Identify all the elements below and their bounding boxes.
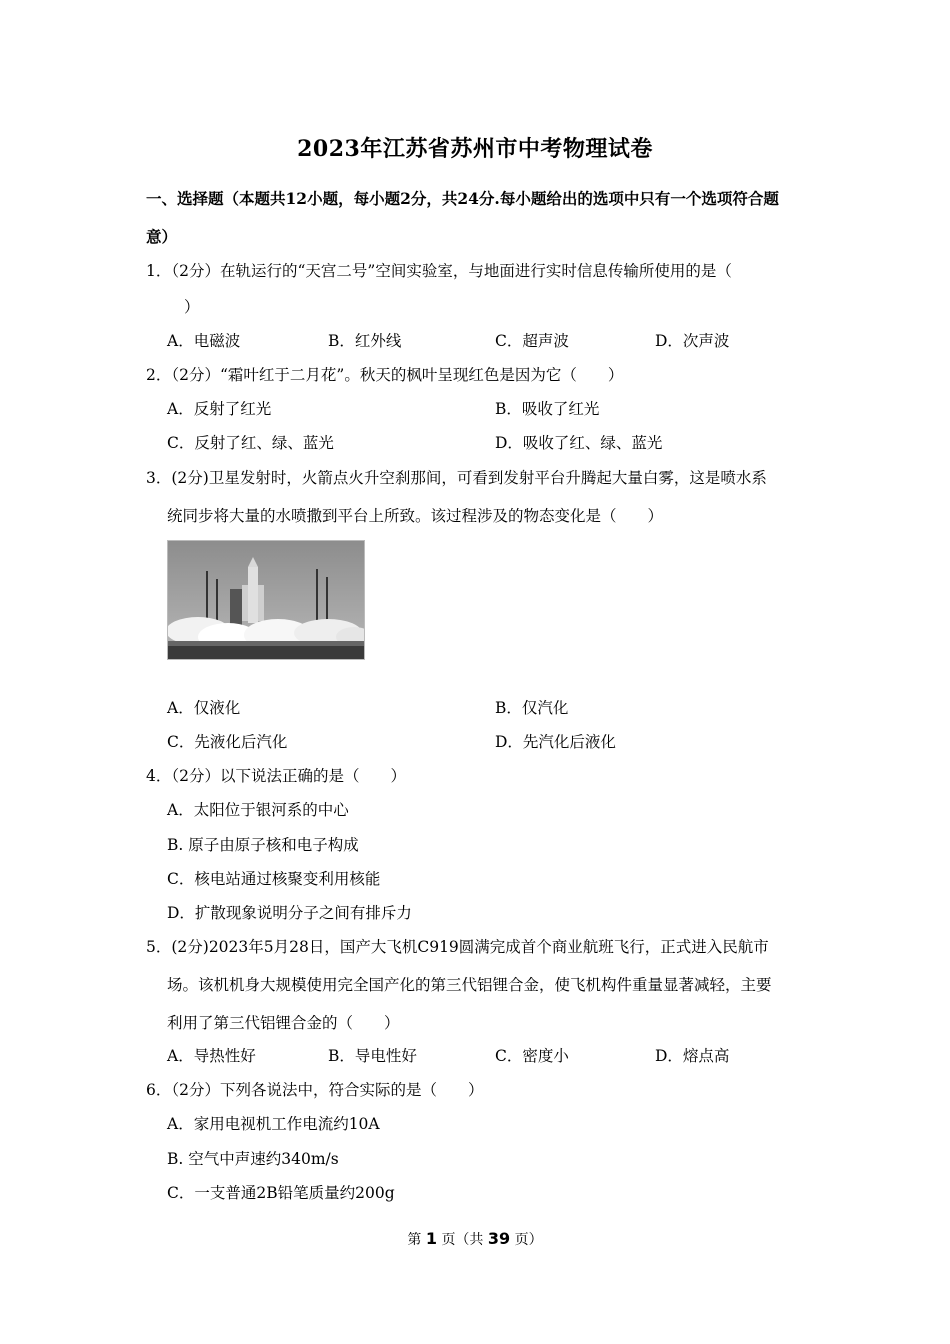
question-2-stem: 2．（2分）“霜叶红于二月花”。秋天的枫叶呈现红色是因为它（ ） (146, 366, 624, 384)
question-4-option-b: B. 原子由原子核和电子构成 (167, 836, 359, 854)
question-1-option-a: A．电磁波 (167, 332, 241, 350)
question-2-option-b: B．吸收了红光 (495, 400, 600, 418)
footer-prefix: 第 (407, 1232, 422, 1248)
question-5-option-d: D．熔点高 (655, 1047, 730, 1065)
footer-page-number: 1 (425, 1229, 437, 1248)
question-4-option-a: A．太阳位于银河系的中心 (167, 801, 349, 819)
question-4-option-d: D．扩散现象说明分子之间有排斥力 (167, 904, 412, 922)
page-title: 2023年江苏省苏州市中考物理试卷 (297, 136, 653, 162)
question-3-option-b: B．仅汽化 (495, 699, 569, 717)
question-2-option-d: D．吸收了红、绿、蓝光 (495, 434, 663, 452)
section-heading: 一、选择题（本题共12小题，每小题2分，共24分.每小题给出的选项中只有一个选项符合题 (146, 189, 779, 208)
question-2-option-a: A．反射了红光 (167, 400, 272, 418)
question-1-option-b: B．红外线 (328, 332, 402, 350)
question-5-option-a: A．导热性好 (167, 1047, 256, 1065)
section-heading-cont: 意） (146, 227, 178, 246)
rocket-launch-photo (167, 540, 365, 660)
page-footer (0, 1229, 950, 1249)
question-4-stem: 4．（2分）以下说法正确的是（ ） (146, 767, 406, 785)
footer-suffix: 页） (514, 1232, 543, 1248)
question-5-stem: 5．(2分)2023年5月28日，国产大飞机C919圆满完成首个商业航班飞行，正式进入民航市 (146, 938, 769, 956)
question-5-stem-cont: 场。该机机身大规模使用完全国产化的第三代铝锂合金，使飞机构件重量显著减轻，主要 (167, 976, 772, 994)
question-5-stem-cont-2: 利用了第三代铝锂合金的（ ） (167, 1014, 400, 1032)
question-3-option-c: C．先液化后汽化 (167, 733, 288, 751)
question-6-option-a: A．家用电视机工作电流约10A (167, 1115, 380, 1133)
question-3-stem-cont: 统同步将大量的水喷撒到平台上所致。该过程涉及的物态变化是（ ） (167, 507, 664, 525)
footer-total-pages: 39 (487, 1229, 511, 1248)
question-6-option-c: C．一支普通2B铅笔质量约200g (167, 1184, 395, 1202)
question-1-stem: 1．（2分）在轨运行的“天宫二号”空间实验室，与地面进行实时信息传输所使用的是（ (146, 262, 732, 280)
question-1-option-d: D．次声波 (655, 332, 730, 350)
question-3-stem: 3．(2分)卫星发射时，火箭点火升空刹那间，可看到发射平台升腾起大量白雾，这是喷水系 (146, 469, 767, 487)
question-1-option-c: C．超声波 (495, 332, 569, 350)
question-5-option-b: B．导电性好 (328, 1047, 417, 1065)
question-1-stem-cont: ） (184, 298, 200, 316)
question-3-option-d: D．先汽化后液化 (495, 733, 616, 751)
footer-middle: 页（共 (441, 1232, 484, 1248)
question-3-option-a: A．仅液化 (167, 699, 241, 717)
question-5-option-c: C．密度小 (495, 1047, 569, 1065)
question-4-option-c: C．核电站通过核聚变利用核能 (167, 870, 381, 888)
question-6-stem: 6．（2分）下列各说法中，符合实际的是（ ） (146, 1081, 484, 1099)
question-6-option-b: B. 空气中声速约340m/s (167, 1150, 339, 1168)
question-2-option-c: C．反射了红、绿、蓝光 (167, 434, 334, 452)
